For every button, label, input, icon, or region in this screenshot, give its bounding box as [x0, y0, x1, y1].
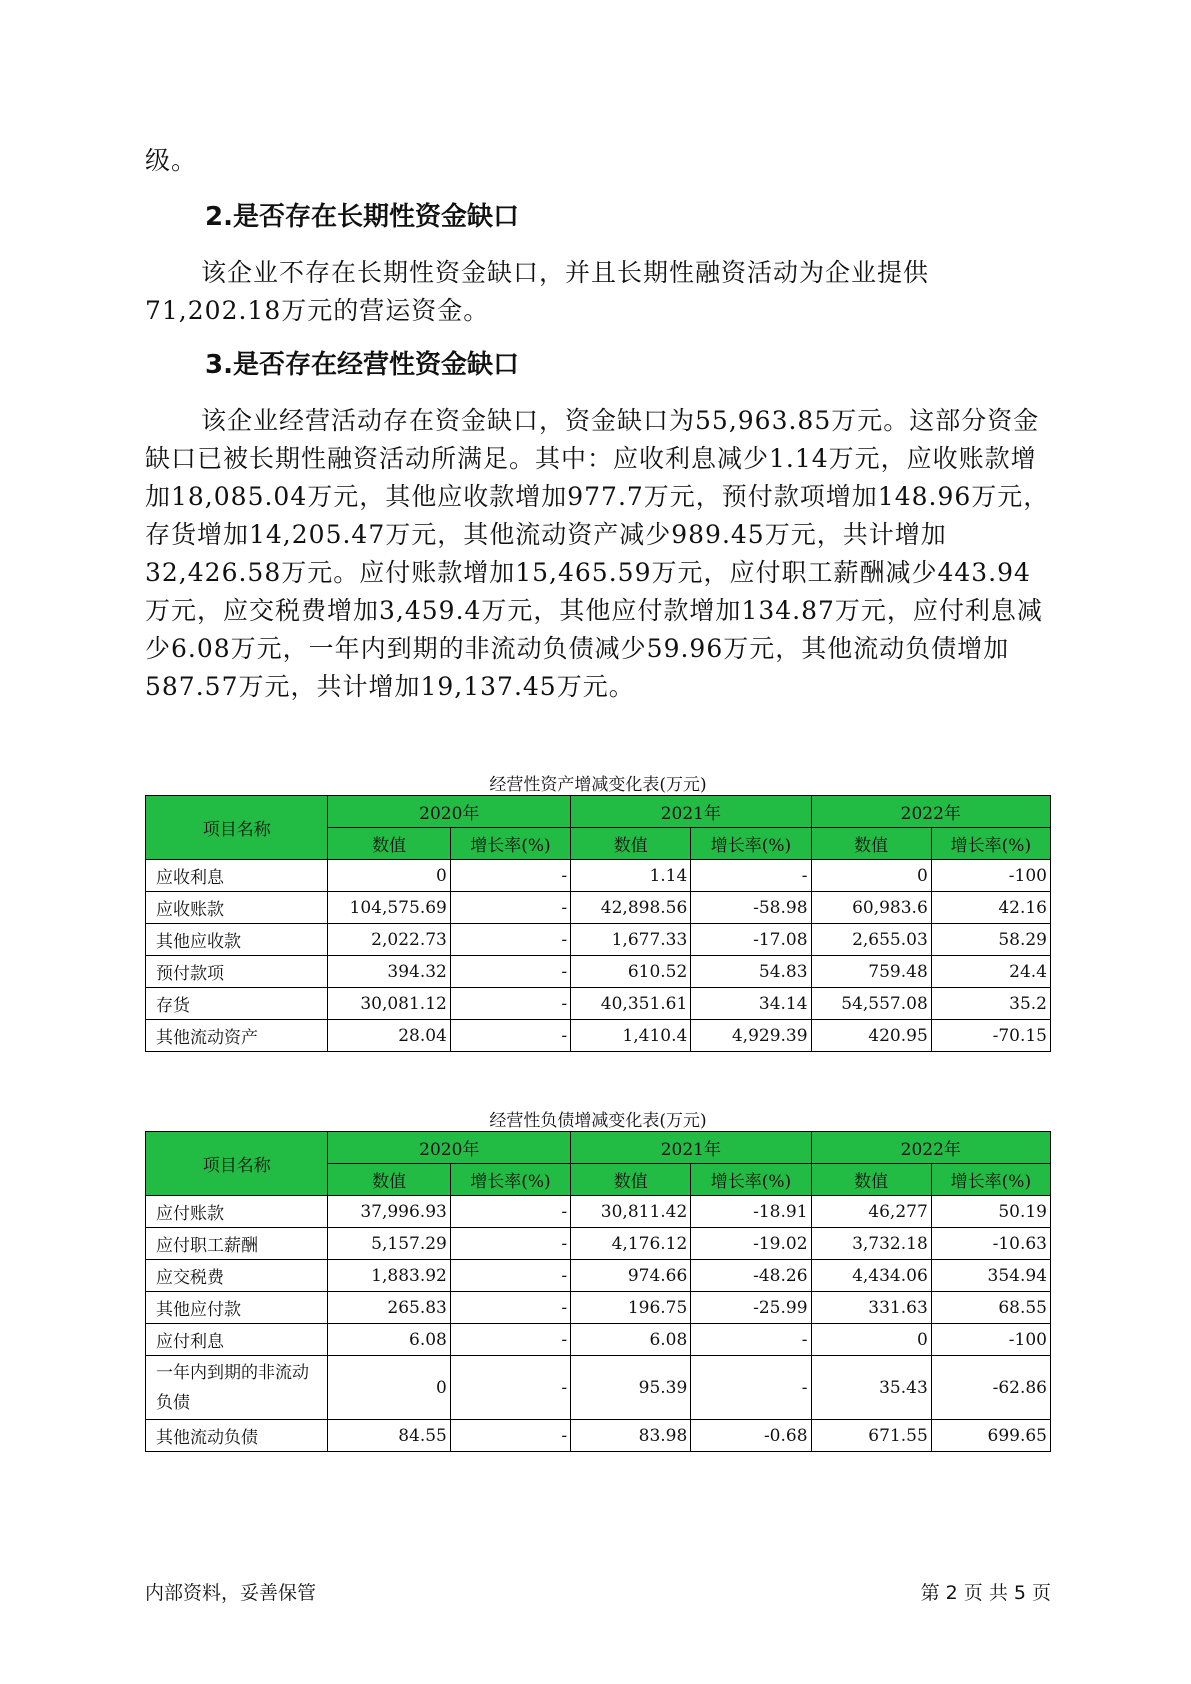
year-header: 2020年: [328, 1132, 571, 1164]
table-cell: -25.99: [691, 1292, 811, 1324]
year-header: 2022年: [811, 796, 1050, 828]
table-cell: -: [450, 1292, 570, 1324]
table-row: [146, 1228, 1051, 1260]
table-cell: 6.08: [328, 1324, 450, 1356]
section-2-paragraph: 该企业不存在长期性资金缺口，并且长期性融资活动为企业提供71,202.18万元的营运资金。: [145, 258, 930, 325]
table-cell: -10.63: [931, 1228, 1050, 1260]
table-cell: 84.55: [328, 1420, 450, 1452]
row-label: 其他应收款: [146, 924, 328, 956]
growth-header: 增长率(%): [931, 828, 1050, 860]
table-row: [146, 1020, 1051, 1052]
table-cell: 50.19: [931, 1196, 1050, 1228]
row-label: 应收账款: [146, 892, 328, 924]
table-row: [146, 988, 1051, 1020]
table-cell: 42.16: [931, 892, 1050, 924]
table-cell: -0.68: [691, 1420, 811, 1452]
table-row: [146, 1356, 1051, 1420]
table-cell: -: [450, 1228, 570, 1260]
table-cell: -: [450, 1196, 570, 1228]
section-2-heading: 2.是否存在长期性资金缺口: [205, 202, 519, 232]
table-cell: 4,434.06: [811, 1260, 931, 1292]
value-header: 数值: [328, 828, 450, 860]
table-row: [146, 1420, 1051, 1452]
table-cell: 30,811.42: [571, 1196, 691, 1228]
table-cell: 699.65: [931, 1420, 1050, 1452]
table-cell: -62.86: [931, 1356, 1050, 1420]
table-cell: 671.55: [811, 1420, 931, 1452]
table-row: [146, 860, 1051, 892]
section-3-paragraph: 该企业经营活动存在资金缺口，资金缺口为55,963.85万元。这部分资金缺口已被长期性融资活动所满足。其中：应收利息减少1.14万元，应收账款增加18,085.04万元，其他应收款增加977.7万元，预付款项增加148.96万元，存货增加14,205.47万元，其他流动资产减少989.45万元，共计增加32,426.58万元。应付账款增加15,465.59万元，应付职工薪酬减少443.94万元，应交税费增加3,459.4万元，其他应付款增加134.87万元，应付利息减少6.08万元，一年内到期的非流动负债减少59.96万元，其他流动负债增加587.57万元，共计增加19,137.45万元。: [145, 406, 1050, 701]
table-row: [146, 1196, 1051, 1228]
table-cell: -: [691, 860, 811, 892]
table-cell: -100: [931, 860, 1050, 892]
table-cell: 35.2: [931, 988, 1050, 1020]
table-cell: 0: [811, 860, 931, 892]
table-cell: 58.29: [931, 924, 1050, 956]
row-label: 存货: [146, 988, 328, 1020]
row-label: 应收利息: [146, 860, 328, 892]
table-cell: 28.04: [328, 1020, 450, 1052]
table-cell: -: [450, 956, 570, 988]
item-name-header: 项目名称: [146, 796, 328, 860]
table-cell: 3,732.18: [811, 1228, 931, 1260]
table-cell: 95.39: [571, 1356, 691, 1420]
table-cell: 4,176.12: [571, 1228, 691, 1260]
year-header: 2020年: [328, 796, 571, 828]
table-cell: 0: [328, 860, 450, 892]
table-cell: 24.4: [931, 956, 1050, 988]
table-cell: 974.66: [571, 1260, 691, 1292]
table-cell: 1.14: [571, 860, 691, 892]
table-cell: 0: [811, 1324, 931, 1356]
row-label: 其他应付款: [146, 1292, 328, 1324]
year-header: 2021年: [571, 796, 811, 828]
table-cell: -: [450, 1420, 570, 1452]
table-cell: -48.26: [691, 1260, 811, 1292]
growth-header: 增长率(%): [691, 1164, 811, 1196]
table-cell: 46,277: [811, 1196, 931, 1228]
table-cell: 54.83: [691, 956, 811, 988]
table-cell: 34.14: [691, 988, 811, 1020]
table-cell: 30,081.12: [328, 988, 450, 1020]
table-row: [146, 1292, 1051, 1324]
table-cell: -: [450, 1356, 570, 1420]
footer-page-number: 第 2 页 共 5 页: [920, 1582, 1051, 1604]
value-header: 数值: [571, 1164, 691, 1196]
table-cell: 394.32: [328, 956, 450, 988]
growth-header: 增长率(%): [931, 1164, 1050, 1196]
year-header: 2022年: [811, 1132, 1050, 1164]
section-3-heading: 3.是否存在经营性资金缺口: [205, 350, 519, 380]
table-cell: 60,983.6: [811, 892, 931, 924]
table-cell: -19.02: [691, 1228, 811, 1260]
row-label: 其他流动负债: [146, 1420, 328, 1452]
growth-header: 增长率(%): [450, 828, 570, 860]
table-cell: 2,655.03: [811, 924, 931, 956]
table-row: [146, 1260, 1051, 1292]
value-header: 数值: [571, 828, 691, 860]
table-cell: 42,898.56: [571, 892, 691, 924]
table-cell: 104,575.69: [328, 892, 450, 924]
year-header: 2021年: [571, 1132, 811, 1164]
table-cell: 54,557.08: [811, 988, 931, 1020]
value-header: 数值: [811, 828, 931, 860]
table-cell: -: [450, 988, 570, 1020]
value-header: 数值: [811, 1164, 931, 1196]
value-header: 数值: [328, 1164, 450, 1196]
table-cell: 2,022.73: [328, 924, 450, 956]
row-label: 预付款项: [146, 956, 328, 988]
table-row: [146, 892, 1051, 924]
liabilities-table: [145, 1131, 1051, 1452]
table-cell: -: [450, 892, 570, 924]
table-cell: 1,883.92: [328, 1260, 450, 1292]
table-cell: 40,351.61: [571, 988, 691, 1020]
row-label: 应交税费: [146, 1260, 328, 1292]
table-cell: -18.91: [691, 1196, 811, 1228]
table-cell: 35.43: [811, 1356, 931, 1420]
table-cell: -: [691, 1356, 811, 1420]
table-cell: 265.83: [328, 1292, 450, 1324]
table-cell: 1,677.33: [571, 924, 691, 956]
row-label: 一年内到期的非流动负债: [146, 1356, 328, 1420]
table-row: [146, 924, 1051, 956]
table-cell: -70.15: [931, 1020, 1050, 1052]
table-cell: 5,157.29: [328, 1228, 450, 1260]
table-cell: 0: [328, 1356, 450, 1420]
table-cell: -: [450, 1324, 570, 1356]
table-cell: 196.75: [571, 1292, 691, 1324]
table-cell: 83.98: [571, 1420, 691, 1452]
row-label: 应付利息: [146, 1324, 328, 1356]
table-cell: 420.95: [811, 1020, 931, 1052]
growth-header: 增长率(%): [691, 828, 811, 860]
table-cell: 759.48: [811, 956, 931, 988]
table-row: [146, 1324, 1051, 1356]
table-cell: -: [450, 860, 570, 892]
table-cell: -: [450, 924, 570, 956]
table-cell: 610.52: [571, 956, 691, 988]
table-cell: 37,996.93: [328, 1196, 450, 1228]
intro-tail-text: 级。: [145, 146, 198, 175]
row-label: 应付账款: [146, 1196, 328, 1228]
table-cell: -100: [931, 1324, 1050, 1356]
table-cell: 1,410.4: [571, 1020, 691, 1052]
table-cell: 68.55: [931, 1292, 1050, 1324]
table-cell: 4,929.39: [691, 1020, 811, 1052]
table-cell: -58.98: [691, 892, 811, 924]
growth-header: 增长率(%): [450, 1164, 570, 1196]
table-cell: -17.08: [691, 924, 811, 956]
table-cell: 354.94: [931, 1260, 1050, 1292]
liabilities-table-caption: 经营性负债增减变化表(万元): [489, 1111, 707, 1131]
table-cell: -: [691, 1324, 811, 1356]
footer-confidential-note: 内部资料，妥善保管: [145, 1582, 317, 1604]
assets-table: [145, 795, 1051, 1052]
row-label: 应付职工薪酬: [146, 1228, 328, 1260]
table-cell: 331.63: [811, 1292, 931, 1324]
item-name-header: 项目名称: [146, 1132, 328, 1196]
table-cell: -: [450, 1260, 570, 1292]
row-label: 其他流动资产: [146, 1020, 328, 1052]
table-cell: -: [450, 1020, 570, 1052]
table-cell: 6.08: [571, 1324, 691, 1356]
table-row: [146, 956, 1051, 988]
assets-table-caption: 经营性资产增减变化表(万元): [489, 775, 707, 795]
